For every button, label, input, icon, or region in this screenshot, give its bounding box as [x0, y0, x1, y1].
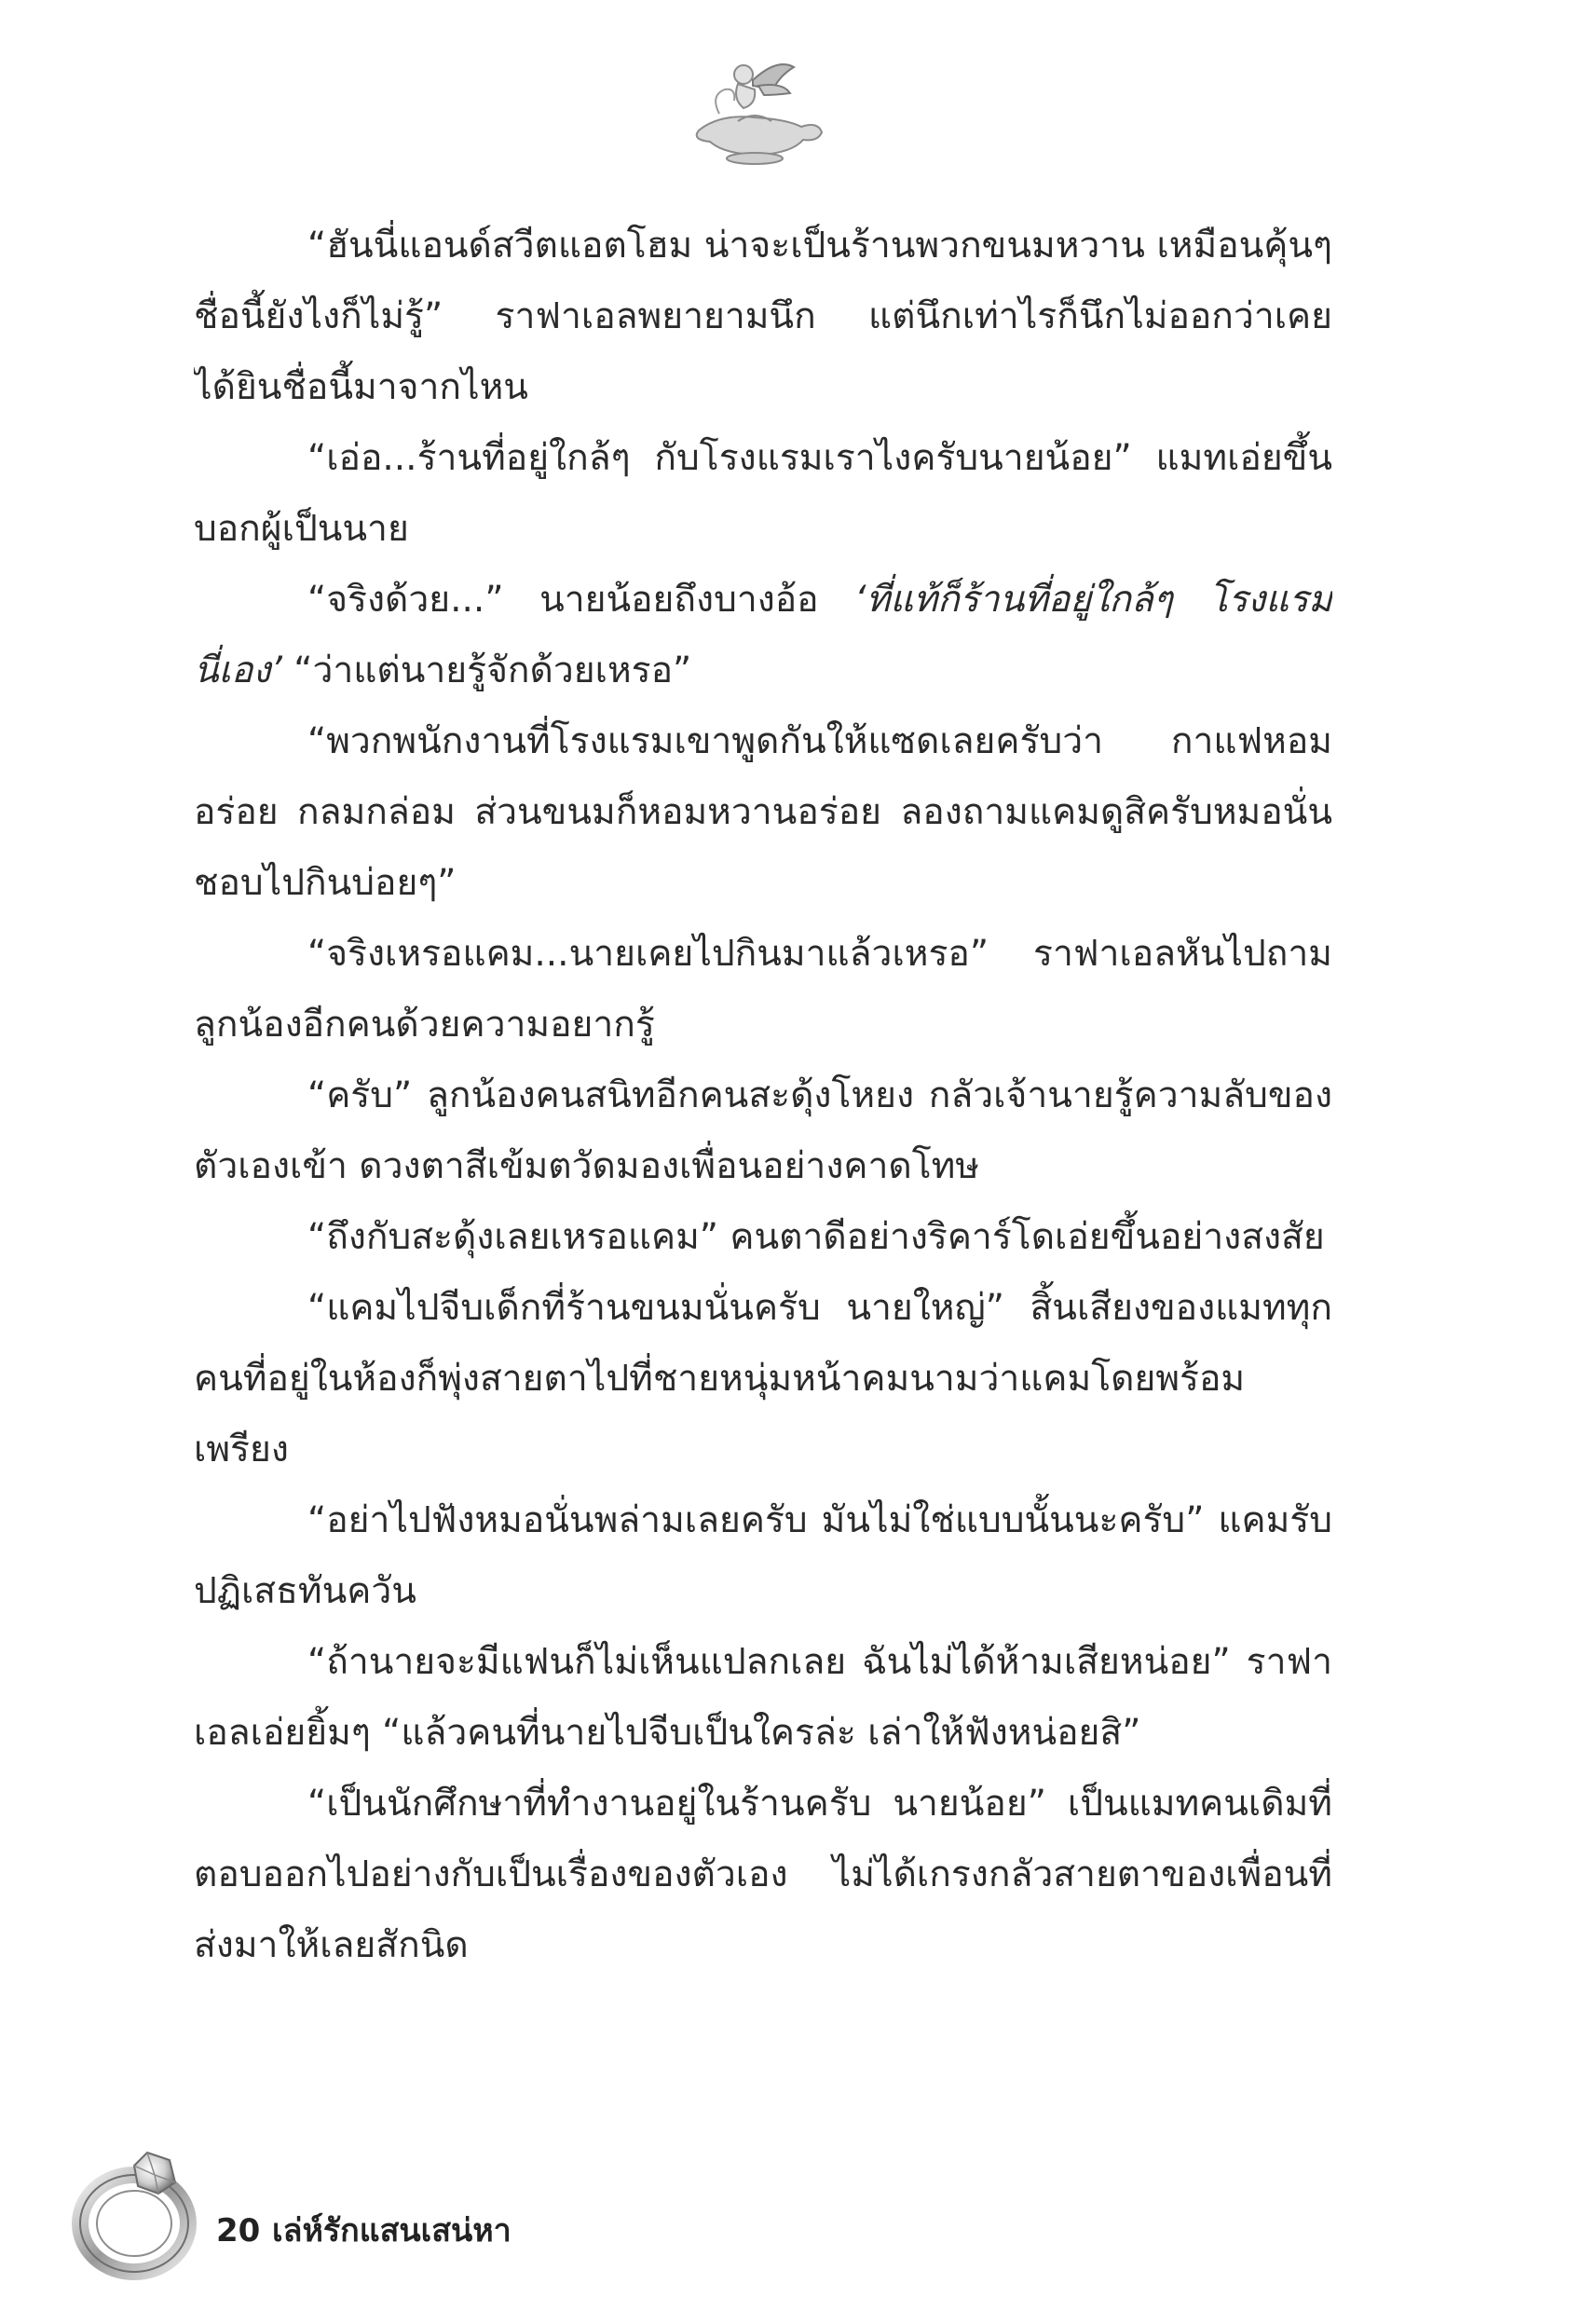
paragraph-3-italic: ‘ที่แท้ก็ร้านที่อยู่ใกล้ๆ โรงแรมนี่เอง’: [194, 579, 1332, 691]
paragraph-10: “ถ้านายจะมีแฟนก็ไม่เห็นแปลกเลย ฉันไม่ได้ห้ามเสียหน่อย” ราฟาเอลเอ่ยยิ้มๆ “แล้วคนที่นายไปจีบเป็นใครล่ะ เล่าให้ฟังหน่อยสิ”: [194, 1641, 1332, 1754]
paragraph-3: [194, 565, 1332, 706]
book-title: เล่ห์รักแสนเสน่หา: [272, 2212, 512, 2249]
paragraph-5: “จริงเหรอแคม...นายเคยไปกินมาแล้วเหรอ” ราฟาเอลหันไปถามลูกน้องอีกคนด้วยความอยากรู้: [194, 933, 1332, 1046]
paragraph-3-end: “ว่าแต่นายรู้จักด้วยเหรอ”: [281, 650, 692, 691]
page-footer: [65, 2134, 624, 2264]
paragraph-6: “ครับ” ลูกน้องคนสนิทอีกคนสะดุ้งโหยง กลัวเจ้านายรู้ความลับของตัวเองเข้า ดวงตาสีเข้มตวัดมองเพื่อนอย่างคาดโทษ: [194, 1074, 1332, 1187]
main-text: [194, 211, 1332, 2130]
paragraph-4: “พวกพนักงานที่โรงแรมเขาพูดกันให้แซดเลยครับว่า กาแฟหอมอร่อย กลมกล่อม ส่วนขนมก็หอมหวานอร่อย ลองถามแคมดูสิครับหมอนั่นชอบไปกินบ่อยๆ”: [194, 720, 1332, 904]
paragraph-3-start: “จริงด้วย...” นายน้อยถึงบางอ้อ: [307, 579, 855, 621]
paragraph-9: “อย่าไปฟังหมอนั่นพล่ามเลยครับ มันไม่ใช่แบบนั้นนะครับ” แคมรับปฏิเสธทันควัน: [194, 1499, 1332, 1612]
paragraph-7: “ถึงกับสะดุ้งเลยเหรอแคม” คนตาดีอย่างริคาร์โดเอ่ยขึ้นอย่างสงสัย: [307, 1216, 1325, 1258]
page-number: 20: [216, 2212, 261, 2249]
paragraph-11: “เป็นนักศึกษาที่ทำงานอยู่ในร้านครับ นายน้อย” เป็นแมทคนเดิมที่ตอบออกไปอย่างกับเป็นเรื่องของตัวเอง ไม่ได้เกรงกลัวสายตาของเพื่อนที่ส่งมาให้เลยสักนิด: [194, 1783, 1332, 1966]
cupid-lamp-icon: [682, 48, 827, 168]
diamond-ring-icon: [65, 2134, 211, 2283]
paragraph-8: “แคมไปจีบเด็กที่ร้านขนมนั่นครับ นายใหญ่” สิ้นเสียงของแมททุกคนที่อยู่ในห้องก็พุ่งสายตาไปที่ชายหนุ่มหน้าคมนามว่าแคมโดยพร้อมเพรียง: [194, 1287, 1332, 1470]
paragraph-2: “เอ่อ...ร้านที่อยู่ใกล้ๆ กับโรงแรมเราไงครับนายน้อย” แมทเอ่ยขึ้นบอกผู้เป็นนาย: [194, 437, 1332, 550]
paragraph-1: “ฮันนี่แอนด์สวีตแอตโฮม น่าจะเป็นร้านพวกขนมหวาน เหมือนคุ้นๆ ชื่อนี้ยังไงก็ไม่รู้” ราฟาเอลพยายามนึก แต่นึกเท่าไรก็นึกไม่ออกว่าเคยได้ยินชื่อนี้มาจากไหน: [194, 225, 1332, 408]
